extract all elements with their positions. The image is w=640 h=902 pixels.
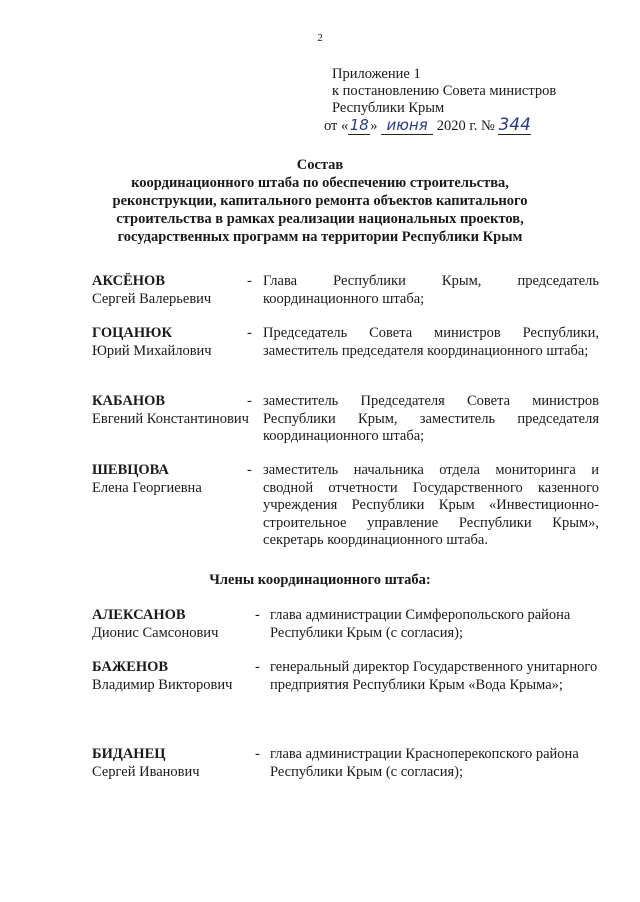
entry-dash: -	[247, 393, 252, 409]
appendix-line-1: Приложение 1	[332, 66, 421, 82]
person-name	[92, 746, 257, 781]
person-surname: АЛЕКСАНОВ	[92, 607, 186, 623]
date-month: июня	[381, 117, 433, 135]
appendix-date-line	[324, 117, 556, 135]
person-name	[92, 273, 257, 308]
person-name	[92, 607, 257, 642]
entry-dash: -	[247, 273, 252, 289]
title-line-5: государственных программ на территории Республики Крым	[117, 229, 523, 245]
person-surname: БАЖЕНОВ	[92, 659, 169, 675]
entry-dash: -	[255, 607, 260, 623]
date-prefix: от «	[324, 118, 349, 134]
person-name	[92, 462, 257, 497]
person-name	[92, 325, 257, 360]
appendix-line-2: к постановлению Совета министров	[332, 83, 557, 99]
person-given-name: Юрий Михайлович	[92, 342, 212, 359]
person-surname: ШЕВЦОВА	[92, 462, 169, 478]
date-day: 18	[349, 116, 369, 134]
title-line-1: Состав	[296, 157, 344, 173]
person-role: Глава Республики Крым, председатель координационного штаба;	[263, 273, 599, 307]
entry-dash: -	[255, 746, 260, 762]
person-role: Председатель Совета министров Республики, заместитель председателя координационного штаба;	[263, 325, 599, 359]
appendix-line-3: Республики Крым	[332, 100, 445, 116]
appendix-block	[324, 66, 557, 135]
person-given-name: Сергей Иванович	[92, 763, 200, 780]
person-role: заместитель Председателя Совета министров Республики Крым, заместитель председателя координационного штаба;	[263, 393, 599, 444]
entry-dash: -	[247, 325, 252, 341]
person-name	[92, 393, 257, 428]
person-role: глава администрации Симферопольского района Республики Крым (с согласия);	[270, 607, 571, 641]
person-given-name: Сергей Валерьевич	[92, 290, 212, 307]
page-number: 2	[317, 32, 323, 44]
document-number: 344	[498, 115, 531, 135]
person-role: глава администрации Красноперекопского района Республики Крым (с согласия);	[270, 746, 579, 780]
entry-dash: -	[247, 462, 252, 478]
date-mid: »	[370, 118, 378, 134]
person-given-name: Елена Георгиевна	[92, 479, 202, 496]
person-given-name: Дионис Самсонович	[92, 624, 219, 641]
title-line-3: реконструкции, капитального ремонта объектов капитального	[112, 193, 528, 209]
members-heading: Члены координационного штаба:	[209, 572, 431, 588]
title-line-2: координационного штаба по обеспечению строительства,	[131, 175, 509, 191]
person-role: заместитель начальника отдела мониторинга и сводной отчетности Государственного казенного учреждения Республики Крым «Инвестиционно-строительное управление Республики Крым», секретарь координационного штаба.	[263, 462, 599, 548]
person-surname: АКСЁНОВ	[92, 273, 165, 289]
title-line-4: строительства в рамках реализации национальных проектов,	[116, 211, 524, 227]
document-title	[40, 156, 600, 246]
person-name	[92, 659, 257, 694]
person-given-name: Владимир Викторович	[92, 676, 233, 693]
entry-dash: -	[255, 659, 260, 675]
person-role: генеральный директор Государственного унитарного предприятия Республики Крым «Вода Крыма»;	[270, 659, 598, 693]
date-suffix: 2020 г. №	[436, 118, 495, 134]
person-surname: ГОЦАНЮК	[92, 325, 173, 341]
person-given-name: Евгений Константинович	[92, 410, 249, 427]
person-surname: КАБАНОВ	[92, 393, 166, 409]
person-surname: БИДАНЕЦ	[92, 746, 166, 762]
